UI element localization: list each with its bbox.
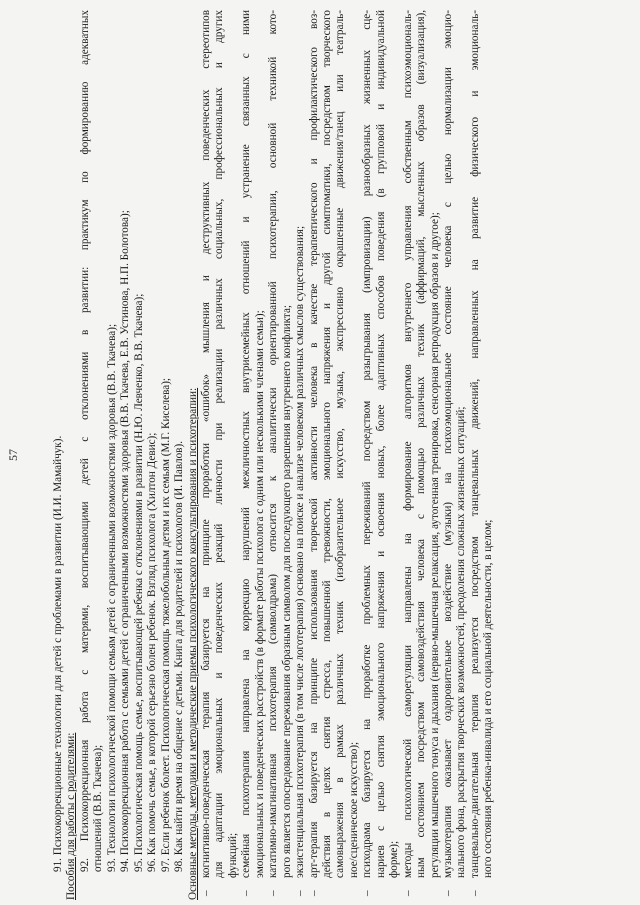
bullet-dash: – [307, 890, 320, 896]
method-item [294, 10, 307, 900]
numbered-reference-list [52, 10, 187, 900]
method-item-line: ным состоянием посредством самовоздействия человека с помощью различных техник (аффирмаций, мысленных образов (визуализация), [415, 10, 428, 878]
bullet-dash: – [240, 890, 253, 896]
reference-item-line: 94. Психокоррекционная работа с семьями детей с ограниченными возможностями здоровья (В.В. Ткачева, Е.В. Устинова, Н.П. Болотова); [119, 210, 132, 872]
method-item-line: для адаптации эмоциональных и поведенческих реакций личности при реализации различных социальных, профессиональных и других [213, 10, 226, 878]
method-item-line: рого является опосредование переживания образным символом для последующего разрешения внутреннего конфликта; [280, 304, 293, 878]
method-item [200, 10, 240, 900]
bullet-dash: – [401, 890, 414, 896]
bullet-dash: – [468, 890, 481, 896]
reference-item-line: 97. Если ребенок болеет. Психологическая помощь тяжелобольным детям и их семьям (М.Г. Киселева); [159, 377, 172, 872]
method-item-line: форме); [388, 840, 401, 878]
method-item-line: методы психологической саморегуляции направлены на формирование алгоритмов внутреннего управления собственным психоэмоциональ- [401, 10, 414, 878]
bullet-dash: – [441, 890, 454, 896]
method-item [469, 10, 496, 900]
method-item-line: нариев с целью снятия эмоционального напряжения и освоения новых, более адаптивных способов поведения (в групповой и индивидуальной [374, 10, 387, 878]
reference-item-line: 95. Психологическая помощь семье, воспитывающей ребенка с отклонениями в развитии (Н.Ю. Левченко, В.В. Ткачева); [132, 293, 145, 872]
method-item-line: эмоциональных и поведенческих расстройств (в формате работы психолога с одним или несколькими членами семьи); [253, 310, 266, 878]
method-item [442, 10, 469, 900]
method-item [267, 10, 294, 900]
method-item-line: действия в целях снятия стресса, повышенной тревожности, эмоционального напряжения и другой симптоматики, посредством творческого [320, 10, 333, 878]
method-item [308, 10, 362, 900]
method-item-line: психодрама базируется на проработке проблемных переживаний посредством разыгрывания (импровизации) разнообразных жизненных сце- [361, 10, 374, 878]
reference-item-line: 93. Технологии психологической помощи семьям детей с ограниченными возможностями здоровья (В.В. Ткачева); [105, 323, 118, 872]
reference-item-line: 98. Как найти время на общение с детьми. Книга для родителей и психологов (И. Павлов). [173, 441, 186, 872]
method-item-line: музыкотерапия оказывает оздоровительное воздействие (музыки) на психоэмоциональное состояние человека с целью нормализации эмоцио- [441, 10, 454, 878]
methods-heading: Основные методы, методики и методические приемы психологического консультирования и психотерапии: [186, 387, 199, 900]
method-item-line: самовыражения в рамках различных техник (изобразительное искусство, музыка, экспрессивно окрашенные движения/танец или театраль- [334, 10, 347, 878]
bullet-dash: – [361, 890, 374, 896]
method-item-line: кататимно-имагинативная психотерапия (символдрама) относится к аналитически ориентированной психотерапии, основной техникой кото- [267, 10, 280, 878]
bullet-dash: – [294, 890, 307, 896]
reference-item-line: отношений (В.В. Ткачева); [92, 744, 105, 872]
method-item-line: ного состояния ребенка-инвалида и его социальной деятельности, в целом; [482, 519, 495, 878]
method-item-line: ное/сценическое искусство); [347, 741, 360, 878]
bullet-dash: – [199, 890, 212, 896]
section-heading-parents: Пособия для работы с родителями: [65, 732, 78, 900]
method-item-line: экзистенциальная психотерапия (в том числе логотерапия) основано на поиске и анализе человеком различных смыслов существования; [294, 225, 307, 878]
method-item-line: функций; [226, 832, 239, 878]
reference-item-line: 91. Психокоррекционные технологии для детей с проблемами в развитии (И.И. Мамайчук). [52, 435, 64, 872]
method-item-line: регуляции мышечного тонуса и дыхания (нервно-мышечная релаксация, аутогенная тренировка, сенсорная репродукция образов и другое); [428, 212, 441, 878]
method-item-line: когнитивно-поведенческая терапия базируется на принципе проработки «ошибок» мышления и деструктивных поведенческих стереотипов [199, 10, 212, 878]
method-item-line: танцевально-двигательная терапия реализуется посредством танцевальных движений, направленных на развитие физического и эмоциональ- [468, 10, 481, 878]
method-item-line: нального фона, раскрытия творческих возможностей, преодоления сложных жизненных ситуаций; [455, 406, 468, 878]
reference-item-line: 92. Психокоррекционная работа с матерями, воспитывающими детей с отклонениями в развитии: практикум по формированию адекватных [78, 10, 91, 872]
method-item-line: семейная психотерапия направлена на коррекцию нарушений межличностных внутрисемейных отношений и устранение связанных с ними [240, 10, 253, 878]
reference-item-line: 96. Как помочь семье, в которой серьезно болен ребенок. Взгляд психолога (Хилтон Девис); [146, 432, 159, 872]
rotated-content [6, 10, 612, 900]
method-item [402, 10, 442, 900]
methods-bullet-list [200, 10, 496, 900]
method-item-line: арт-терапия базируется на принципе использования творческой активности человека в качестве терапевтического и профилактического воз- [307, 10, 320, 878]
page-number: 57 [6, 449, 20, 461]
bullet-dash: – [267, 890, 280, 896]
method-item [240, 10, 267, 900]
method-item [361, 10, 401, 900]
